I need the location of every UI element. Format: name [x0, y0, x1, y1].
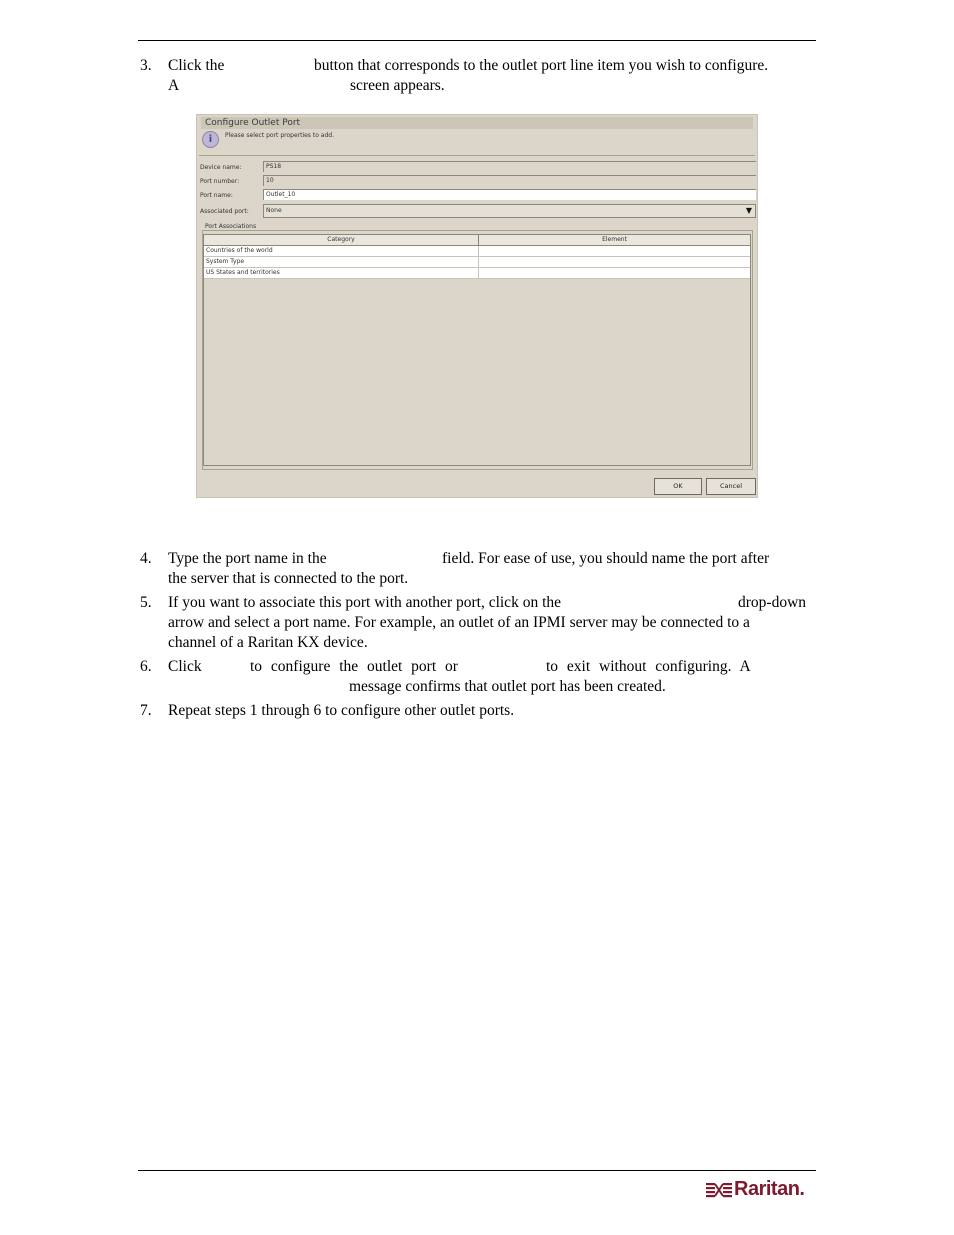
port-associations-label: Port Associations: [205, 223, 257, 230]
step-line: the server that is connected to the port.: [168, 570, 409, 587]
step-5: [138, 593, 816, 653]
step-line: Repeat steps 1 through 6 to configure other outlet ports.: [168, 702, 515, 719]
header-rule: [138, 40, 816, 41]
table-row[interactable]: [204, 268, 750, 279]
table-header: [204, 235, 750, 246]
table-row[interactable]: [204, 246, 750, 257]
port-number-label: Port number:: [200, 178, 240, 185]
dialog-titlebar: [201, 117, 753, 129]
associated-port-label: Associated port:: [200, 208, 249, 215]
step-number: 3.: [140, 57, 152, 74]
raritan-logo-icon: [706, 1181, 732, 1201]
configure-outlet-port-dialog: [196, 114, 758, 498]
column-header-element[interactable]: Element: [602, 236, 627, 243]
step-number: 6.: [140, 658, 152, 675]
step-4: [138, 549, 816, 589]
chevron-down-icon[interactable]: ▼: [745, 206, 752, 215]
step-line: A screen appears.: [168, 77, 445, 94]
table-cell-category: Countries of the world: [204, 246, 479, 256]
step-line: Click the button that corresponds to the outlet port line item you wish to configure.: [168, 57, 769, 74]
associated-port-value: None: [266, 207, 282, 214]
step-6: [138, 657, 816, 697]
raritan-logo: [706, 1180, 812, 1202]
dialog-separator: [199, 155, 755, 156]
footer-rule: [138, 1170, 816, 1171]
table-cell-category: System Type: [204, 257, 479, 267]
device-name-label: Device name:: [200, 164, 242, 171]
port-name-label: Port name:: [200, 192, 233, 199]
step-line: message confirms that outlet port has been created.: [349, 678, 666, 695]
dialog-subtitle: Please select port properties to add.: [225, 132, 334, 139]
step-line: If you want to associate this port with another port, click on the drop-down: [168, 594, 807, 611]
table-row[interactable]: [204, 257, 750, 268]
raritan-logo-text: Raritan.: [734, 1178, 805, 1200]
ok-button[interactable]: OK: [654, 478, 702, 495]
column-header-category[interactable]: Category: [204, 235, 479, 245]
step-line: channel of a Raritan KX device.: [168, 634, 368, 651]
step-number: 5.: [140, 594, 152, 611]
step-line: Click to configure the outlet port or to exit without configuring. A: [168, 658, 751, 675]
dialog-title: Configure Outlet Port: [205, 118, 301, 128]
device-name-field: PS18: [263, 161, 756, 172]
step-3: [138, 56, 816, 96]
step-line: Type the port name in the field. For ease of use, you should name the port after: [168, 550, 770, 567]
step-number: 7.: [140, 702, 152, 719]
port-number-field: 10: [263, 175, 756, 186]
cancel-button[interactable]: Cancel: [706, 478, 756, 495]
step-number: 4.: [140, 550, 152, 567]
step-line: arrow and select a port name. For example, an outlet of an IPMI server may be connected to a: [168, 614, 750, 631]
port-name-input[interactable]: Outlet_10: [263, 189, 756, 200]
associated-port-select[interactable]: [263, 204, 756, 218]
table-cell-category: US States and territories: [204, 268, 479, 278]
step-7: [138, 701, 816, 721]
port-associations-table: [203, 234, 751, 466]
info-icon: i: [202, 131, 219, 148]
